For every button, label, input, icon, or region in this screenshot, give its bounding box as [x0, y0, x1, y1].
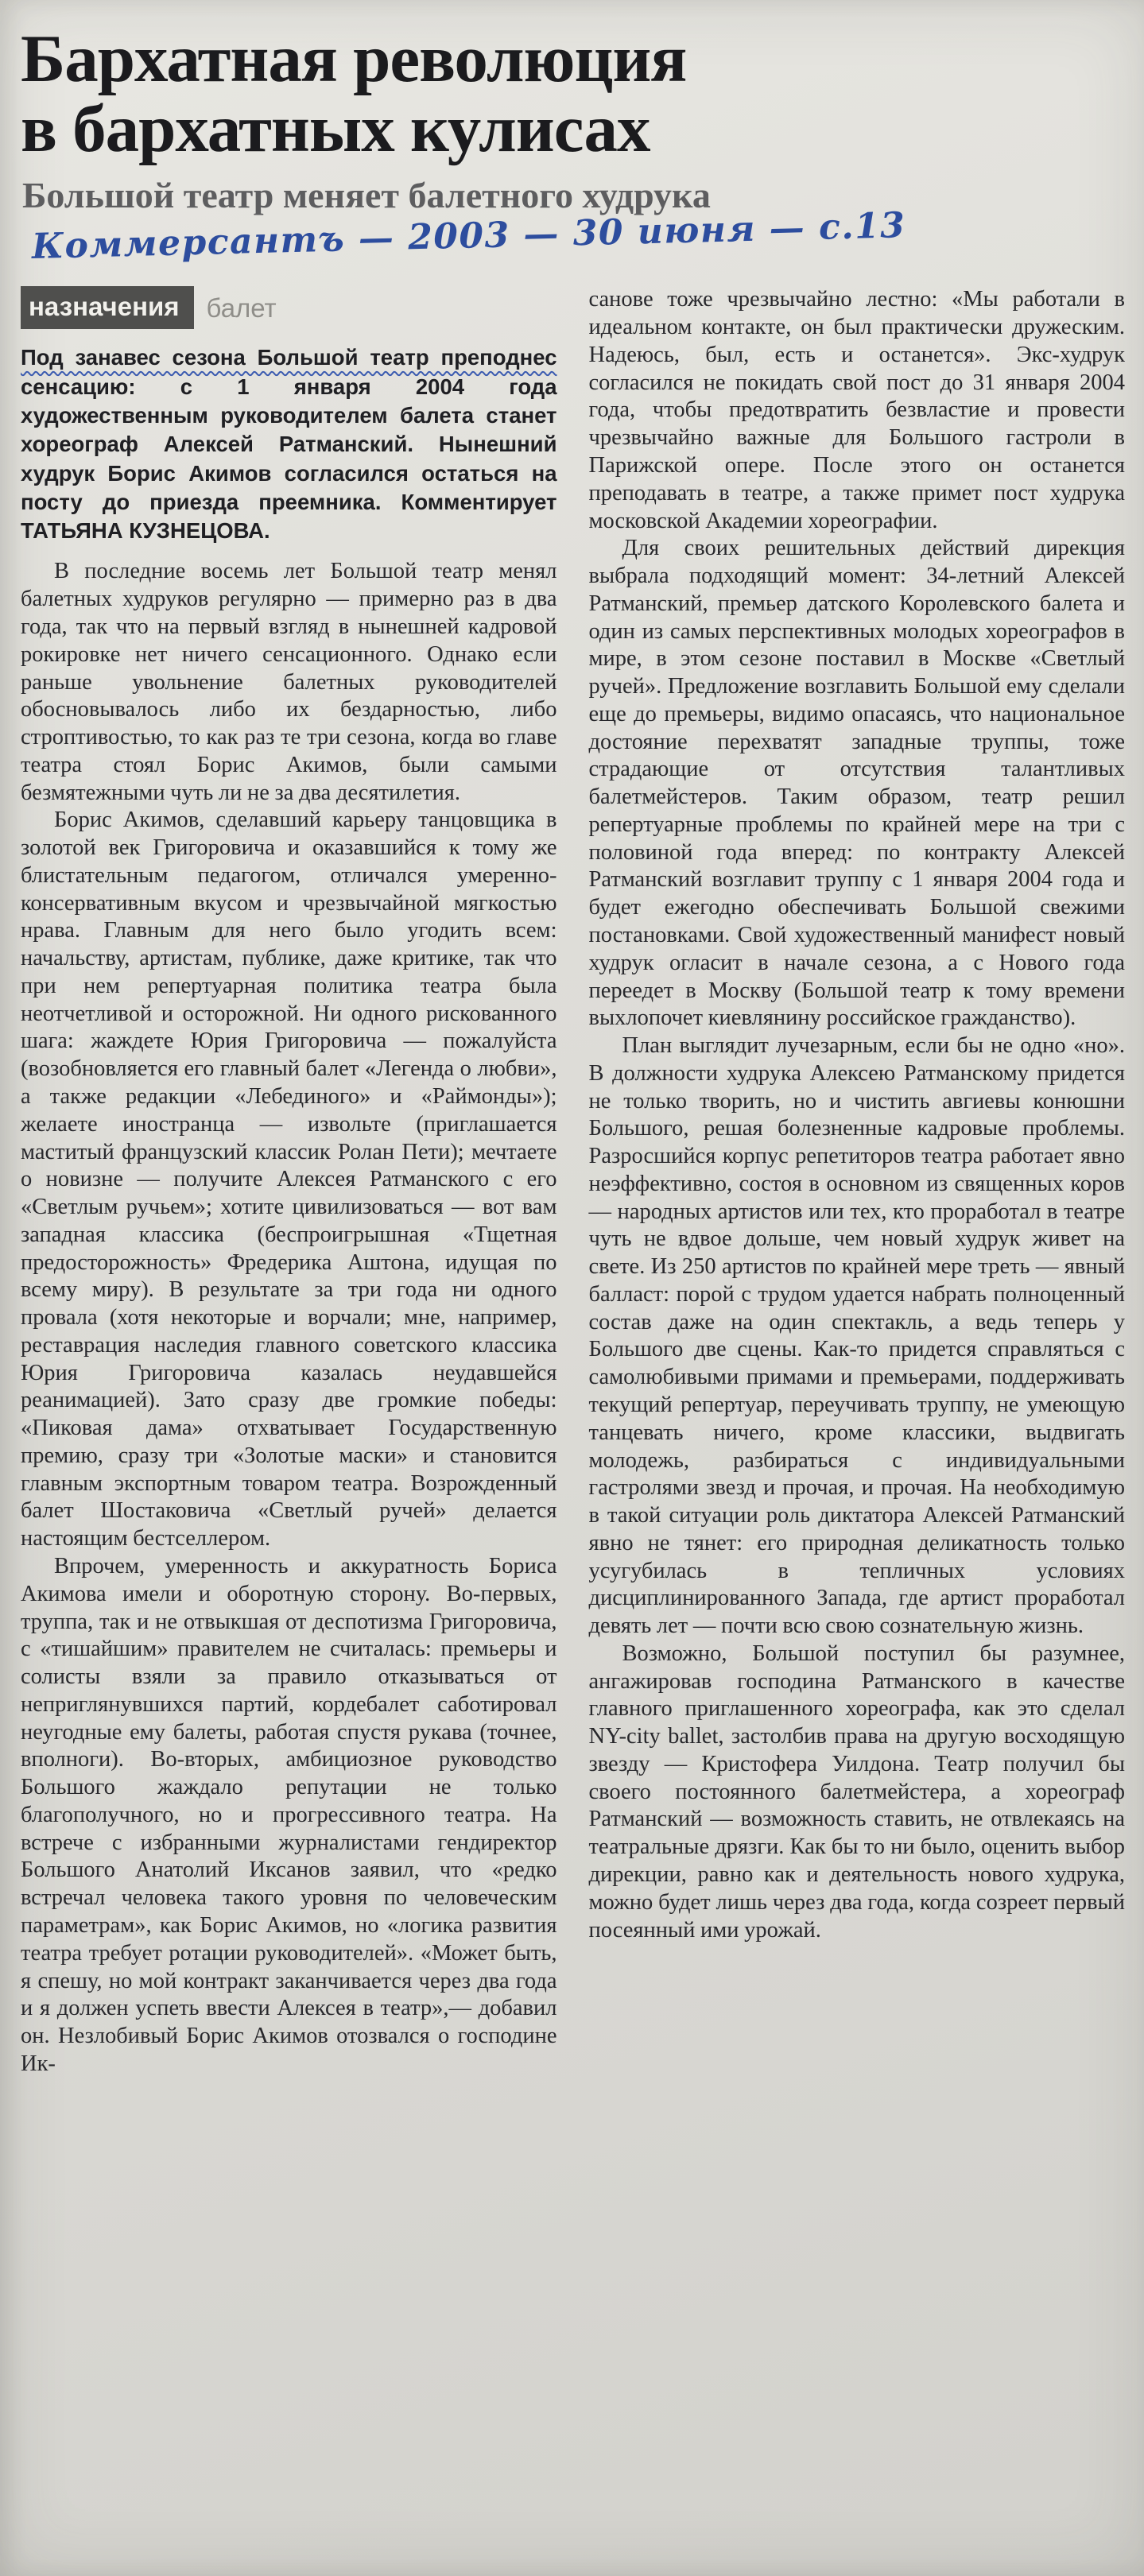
headline-line1: Бархатная революция: [21, 21, 687, 96]
paragraph: санове тоже чрезвычайно лестно: «Мы работали в идеальном контакте, он был практически дружеским. Надеюсь, был, есть и останется». Экс-худрук согласился не покидать свой пост до 31 января 2004 года, чтобы предотвратить безвластие и провести чрезвычайно важные для Большого гастроли в Парижской опере. После этого он останется преподавать в театре, а также примет пост худрука московской Академии хореографии.: [588, 287, 1125, 533]
lead-underlined-phrase: Под занавес сезона Большой театр преподнес: [21, 345, 557, 370]
section-label: [21, 286, 557, 329]
paragraph: Впрочем, умеренность и аккуратность Бориса Акимова имели и оборотную сторону. Во-первых, труппа, так и не отвыкшая от деспотизма Григоровича, с «тишайшим» правителем не считалась: премьеры и солисты взяли за правило отказываться от неприглянувшихся партий, кордебалет саботировал неугодные ему балеты, работая спустя рукава (точнее, вполноги). Во-вторых, амбициозное руководство Большого жаждало репутации не только благополучного, но и прогрессивного театра. На встрече с избранными журналистами гендиректор Большого Анатолий Иксанов заявил, что «редко встречал человека такого уровня по человеческим параметрам», как Борис Акимов, но «логика развития театра требует ротации руководителей». «Может быть, я спешу, но мой контракт заканчивается через два года и я должен успеть ввести Алексея в театр»,— добавил он. Незлобивый Борис Акимов отозвался о господине Ик-: [21, 1554, 557, 2076]
column-left: [21, 286, 557, 2078]
paragraph: Для своих решительных действий дирекция выбрала подходящий момент: 34-летний Алексей Ратманский, премьер датского Королевского балета и один из самых перспективных молодых хореографов в мире, в этом сезоне поставил в Москве «Светлый ручей». Предложение возглавить Большой ему сделали еще до премьеры, видимо опасаясь, что национальное достояние перехватят западные труппы, тоже страдающие от отсутствия талантливых балетмейстеров. Таким образом, театр решил репертуарные проблемы по крайней мере на три с половиной года вперед: по контракту Алексей Ратманский возглавит труппу с 1 января 2004 года и будет ежегодно обеспечивать Большой свежими постановками. Свой художественный манифест новый худрук огласит в начале сезона, а с Нового года переедет в Москву (Большой театр к тому времени выхлопочет киевлянину российское гражданство).: [588, 536, 1125, 1031]
section-rubric: назначения: [21, 286, 194, 329]
section-topic: балет: [206, 292, 277, 323]
paragraph: Возможно, Большой поступил бы разумнее, ангажировав господина Ратманского в качестве главного приглашенного хореографа, как это сделал NY-city ballet, застолбив права на другую восходящую звезду — Кристофера Уилдона. Театр получил бы своего постоянного балетмейстера, а хореограф Ратманский — возможность ставить, не отвлекаясь на театральные дрязги. Как бы то ни было, оценить выбор дирекции, равно как и деятельность нового худрука, можно будет лишь через два года, когда созреет первый посеянный ими урожай.: [588, 1641, 1125, 1943]
lead-rest: сенсацию: с 1 января 2004 года художественным руководителем балета станет хореограф Алексей Ратманский. Нынешний худрук Борис Акимов согласился остаться на посту до приезда преемника. Комментирует ТАТЬЯНА КУЗНЕЦОВА.: [21, 374, 557, 544]
paragraph: План выглядит лучезарным, если бы не одно «но». В должности худрука Алексею Ратманскому придется не только творить, но и чистить авгиевы конюшни Большого, решая болезненные кадровые проблемы. Разросшийся корпус репетиторов театра работает явно неэффективно, состоя в основном из священных коров — народных артистов или тех, кто проработал в театре чуть не вдвое дольше, чем новый худрук живет на свете. Из 250 артистов по крайней мере треть — явный балласт: порой с трудом удается набрать полноценный состав даже на один спектакль, а ведь теперь у Большого две сцены. Как-то придется справляться с самолюбивыми примами и премьерами, поддерживать текущий репертуар, переучивать труппу, не умеющую танцевать ничего, кроме классики, выдвигать молодежь, разбираться с индивидуальными гастролями звезд и прочая, и прочая. На необходимую в такой ситуации роль диктатора Алексей Ратманский явно не тянет: его природная деликатность только усугубилась в тепличных условиях дисциплинированного Запада, где артист проработал девять лет — почти всю свою сознательную жизнь.: [588, 1033, 1125, 1639]
article-columns: [21, 286, 1125, 2078]
headline-line2: в бархатных кулисах: [21, 91, 650, 167]
paragraph: Борис Акимов, сделавший карьеру танцовщика в золотой век Григоровича и оказавшийся к тому же блистательным педагогом, отличался умеренно-консервативным вкусом и чрезвычайной мягкостью нрава. Главным для него было угодить всем: начальству, артистам, публике, даже критике, так что при нем репертуарная политика театра была неотчетливой и осторожной. Ни одного рискованного шага: жаждете Юрия Григоровича — пожалуйста (возобновляется его главный балет «Легенда о любви», а также редакции «Лебединого» и «Раймонды»); желаете иностранца — извольте (приглашается маститый французский классик Ролан Пети); мечтаете о новизне — получите Алексея Ратманского с его «Светлым ручьем»; хотите цивилизоваться — вот вам западная классика (беспроигрышная «Тщетная предосторожность» Фредерика Аштона, идущая по всему миру). В результате за три года ни одного провала (хотя некоторые и ворчали; мне, например, реставрация наследия главного советского классика Юрия Григоровича казалась неудавшейся реанимацией). Зато сразу две громкие победы: «Пиковая дама» отхватывает Государственную премию, сразу три «Золотые маски» и становится главным экспортным товаром театра. Возрожденный балет Шостаковича «Светлый ручей» делается настоящим бестселлером.: [21, 808, 557, 1551]
column-right: [589, 286, 1126, 2078]
page-title: [21, 21, 1125, 167]
subtitle: Большой театр меняет балетного худрука: [22, 174, 711, 215]
lead-paragraph: [21, 343, 557, 545]
paragraph: В последние восемь лет Большой театр менял балетных худруков регулярно — примерно раз в два года, так что на первый взгляд в нынешней кадровой рокировке нет ничего сенсационного. Однако если раньше увольнение балетных руководителей обосновывалось либо их бездарностью, либо строптивостью, то как раз те три сезона, когда во главе театра стоял Борис Акимов, были самыми безмятежными чуть ли не за два десятилетия.: [21, 559, 557, 805]
handwritten-annotation: Коммерсантъ — 2003 — 30 июня — с.13: [31, 205, 906, 268]
